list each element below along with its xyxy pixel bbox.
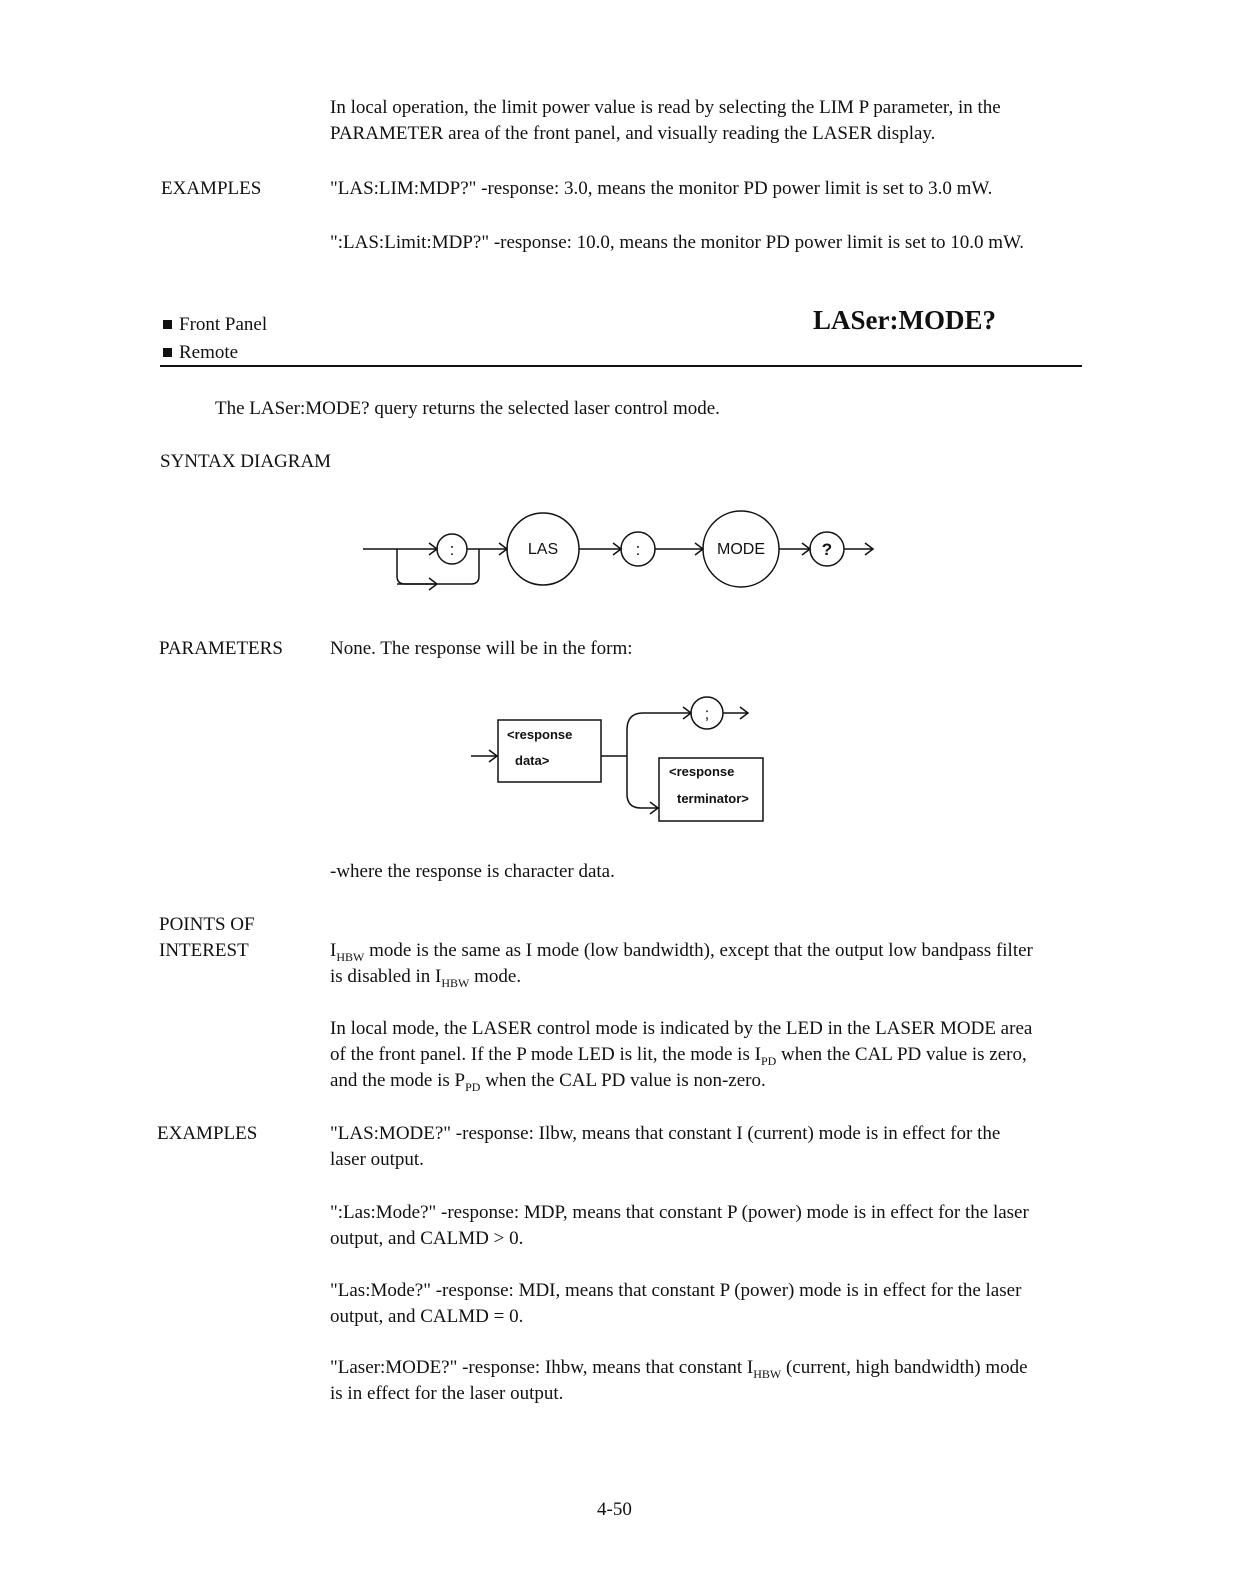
points-label-2: INTEREST — [159, 940, 249, 961]
p2-l3-b: when the CAL PD value is non-zero. — [480, 1070, 766, 1091]
remote-label: Remote — [179, 342, 239, 363]
p1-l1-sub: HBW — [336, 949, 365, 964]
p1-l2-b: mode. — [469, 966, 522, 987]
p1-l2-sub: HBW — [441, 975, 470, 990]
syntax-colon-1: : — [449, 540, 455, 559]
syntax-las: LAS — [527, 541, 559, 558]
response-data-l2: data> — [515, 753, 550, 768]
points-p1-line2 — [330, 963, 521, 997]
p1-l1-a: I — [330, 940, 337, 961]
terminator-l2: terminator> — [677, 791, 749, 806]
p2-l3-a: and the mode is P — [330, 1070, 466, 1091]
examples-label-top: EXAMPLES — [161, 178, 262, 199]
parameters-text: None. The response will be in the form: — [330, 638, 633, 659]
example-1-line2: laser output. — [330, 1149, 424, 1170]
front-panel-marker — [163, 311, 267, 338]
points-p2-line3 — [330, 1067, 766, 1101]
example-1-line1: "LAS:MODE?" -response: Ilbw, means that constant I (current) mode is in effect for the — [330, 1123, 1001, 1144]
example-4-line2: is in effect for the laser output. — [330, 1383, 564, 1404]
examples-label: EXAMPLES — [157, 1123, 258, 1144]
syntax-label: SYNTAX DIAGRAM — [160, 451, 332, 472]
points-p2-line1: In local mode, the LASER control mode is indicated by the LED in the LASER MODE area — [330, 1018, 1033, 1039]
example-3-line1: "Las:Mode?" -response: MDI, means that constant P (power) mode is in effect for the laser — [330, 1280, 1022, 1301]
p1-l1-b: mode is the same as I mode (low bandwidth), except that the output low bandpass filter — [364, 940, 1033, 961]
terminator-l1: <response — [669, 764, 735, 779]
command-title: LASer:MODE? — [813, 305, 996, 335]
p2-l2-a: of the front panel. If the P mode LED is lit, the mode is I — [330, 1044, 761, 1065]
example-2-line1: ":Las:Mode?" -response: MDP, means that constant P (power) mode is in effect for the laser — [330, 1202, 1029, 1223]
page-number: 4-50 — [597, 1499, 632, 1520]
syntax-colon-2: : — [635, 540, 641, 559]
response-diagram — [465, 690, 775, 830]
response-data-l1: <response — [507, 727, 573, 742]
p2-l2-sub: PD — [760, 1053, 777, 1068]
remote-marker — [163, 339, 238, 366]
example-1-top: "LAS:LIM:MDP?" -response: 3.0, means the monitor PD power limit is set to 3.0 mW. — [330, 178, 993, 199]
header-divider — [160, 365, 1082, 367]
bullet-icon — [163, 348, 172, 357]
e4-l1-sub: HBW — [753, 1366, 782, 1381]
command-description: The LASer:MODE? query returns the selected laser control mode. — [215, 398, 720, 419]
p1-l2-a: is disabled in I — [330, 966, 442, 987]
e4-l1-b: (current, high bandwidth) mode — [781, 1357, 1028, 1378]
p2-l2-b: when the CAL PD value is zero, — [776, 1044, 1027, 1065]
syntax-diagram — [355, 500, 895, 610]
intro-line-2: PARAMETER area of the front panel, and visually reading the LASER display. — [330, 123, 936, 144]
syntax-query: ? — [821, 540, 833, 559]
bullet-icon — [163, 320, 172, 329]
e4-l1-a: "Laser:MODE?" -response: Ihbw, means that constant I — [330, 1357, 754, 1378]
example-3-line2: output, and CALMD = 0. — [330, 1306, 524, 1327]
syntax-mode: MODE — [717, 541, 765, 558]
parameters-label: PARAMETERS — [159, 638, 283, 659]
response-colon: ; — [704, 706, 710, 723]
points-label-1: POINTS OF — [159, 914, 255, 935]
response-where: -where the response is character data. — [330, 861, 615, 882]
intro-line-1: In local operation, the limit power value is read by selecting the LIM P parameter, in the — [330, 97, 1001, 118]
front-panel-label: Front Panel — [179, 314, 268, 335]
p2-l3-sub: PD — [465, 1079, 481, 1094]
example-2-top: ":LAS:Limit:MDP?" -response: 10.0, means the monitor PD power limit is set to 10.0 mW. — [330, 232, 1025, 253]
example-2-line2: output, and CALMD > 0. — [330, 1228, 524, 1249]
